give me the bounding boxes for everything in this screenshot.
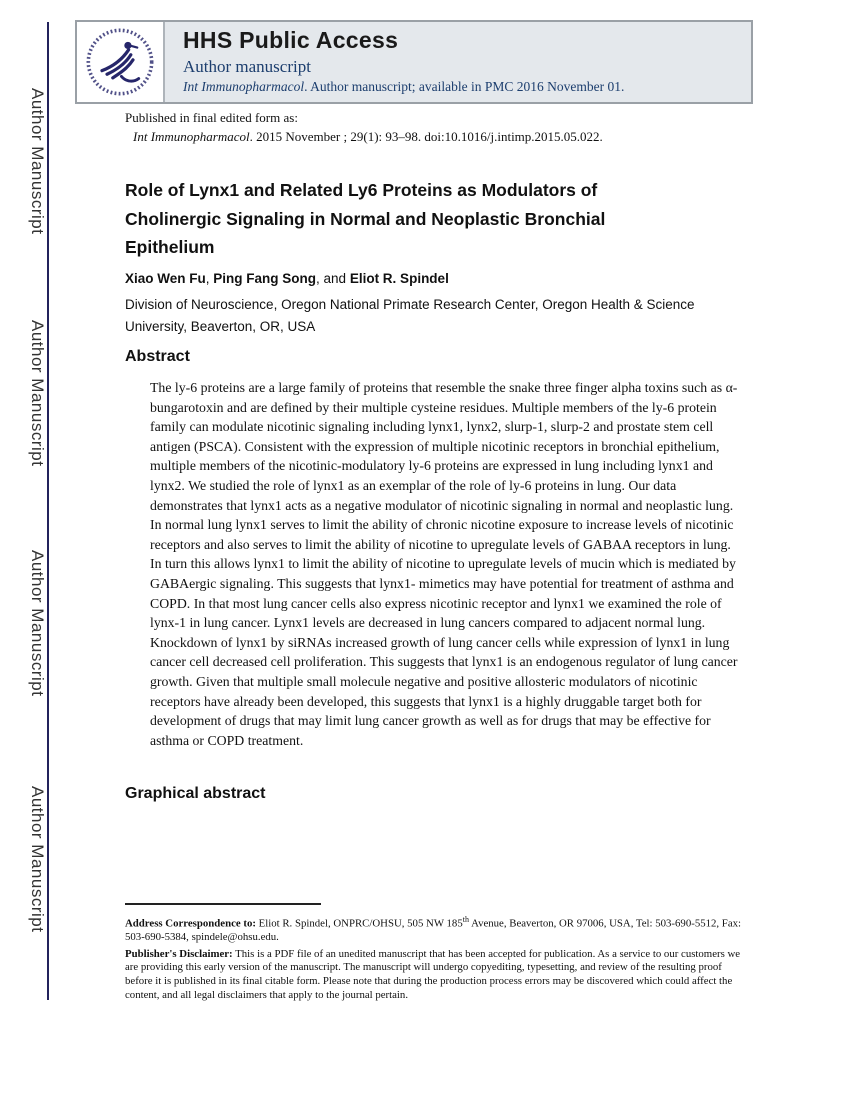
correspondence-label: Address Correspondence to: xyxy=(125,917,256,930)
author-name-3: Eliot R. Spindel xyxy=(349,271,449,286)
disclaimer-label: Publisher's Disclaimer: xyxy=(125,947,233,960)
citation-journal-name: Int Immunopharmacol xyxy=(133,129,250,144)
correspondence-superscript: th xyxy=(462,915,469,924)
hhs-logo xyxy=(77,22,165,102)
header-journal-line xyxy=(183,79,624,95)
sidebar-watermark-1: Author Manuscript xyxy=(28,88,47,235)
hhs-seal-icon xyxy=(84,26,156,98)
publisher-disclaimer xyxy=(125,948,741,1002)
author-name-1: Xiao Wen Fu xyxy=(125,271,206,286)
sidebar-watermark-4: Author Manuscript xyxy=(28,786,47,933)
sidebar-watermark-3: Author Manuscript xyxy=(28,550,47,697)
affiliation: Division of Neuroscience, Oregon National Primate Research Center, Oregon Health & Science University, Beaverton, OR, USA xyxy=(125,297,695,334)
author-separator-2: , and xyxy=(316,271,350,286)
author-separator-1: , xyxy=(205,271,214,286)
abstract-heading: Abstract xyxy=(125,348,190,365)
footnote-block xyxy=(125,903,741,1005)
header-journal-name: Int Immunopharmacol xyxy=(183,79,305,94)
article-title: Role of Lynx1 and Related Ly6 Proteins as Modulators of Cholinergic Signaling in Normal and Neoplastic Bronchial Epithelium xyxy=(125,180,606,257)
header-text-block xyxy=(165,22,624,102)
header-title: HHS Public Access xyxy=(183,27,399,53)
citation-details: . 2015 November ; 29(1): 93–98. doi:10.1016/j.intimp.2015.05.022. xyxy=(249,129,603,144)
author-name-2: Ping Fang Song xyxy=(213,271,317,286)
pmc-header xyxy=(75,20,753,104)
author-list xyxy=(125,271,449,286)
graphical-abstract-heading: Graphical abstract xyxy=(125,785,266,802)
correspondence-text-1: Eliot R. Spindel, ONPRC/OHSU, 505 NW 185 xyxy=(255,917,463,930)
correspondence-text-2: Avenue, Beaverton, OR 97006, USA, Tel: 503-690-5512, Fax: 503-690-5384, spindele@ohsu.edu. xyxy=(125,917,742,944)
citation-block xyxy=(125,110,603,145)
citation-reference xyxy=(133,129,603,145)
header-subtitle: Author manuscript xyxy=(183,57,311,76)
abstract-text: The ly-6 proteins are a large family of proteins that resemble the snake three finger alpha toxins such as α-bungarotoxin and are defined by their multiple cysteine residues. Multiple members of the ly-6 protein family can modulate nicotinic signaling including lynx1, lynx2, slurp-1, slurp-2 and prostate stem cell antigen (PSCA). Consistent with the expression of multiple nicotinic receptors in bronchial epithelium, multiple members of the nicotinic-modulatory ly-6 proteins are expressed in lung including lynx1 and lynx2. We studied the role of lynx1 as an exemplar of the role of ly-6 proteins in lung. Our data demonstrates that lynx1 acts as a negative modulator of nicotinic signaling in normal and neoplastic lung. In normal lung lynx1 serves to limit the ability of chronic nicotine exposure to increase levels of nicotinic receptors and also serves to limit the ability of nicotine to upregulate levels of GABAA receptors in lung. In turn this allows lynx1 to limit the ability of nicotine to upregulate levels of mucin which is mediated by GABAergic signaling. This suggests that lynx1- mimetics may have potential for treatment of asthma and COPD. In that most lung cancer cells also express nicotinic receptor and lynx1 we examined the role of lynx-1 in lung cancer. Lynx1 levels are decreased in lung cancers compared to adjacent normal lung. Knockdown of lynx1 by siRNAs increased growth of lung cancer cells while expression of lynx1 in lung cancer cell decreased cell proliferation. This suggests that lynx1 is an endogenous regulator of lung cancer growth. Given that multiple small molecule negative and positive allosteric modulators of nicotinic receptors have already been developed, this suggests that lynx1 is a highly druggable target both for development of drugs that may limit lung cancer growth as well as for drugs that may be effective for asthma or COPD treatment. xyxy=(150,380,738,748)
footnote-divider xyxy=(125,903,321,905)
correspondence-note xyxy=(125,913,741,945)
sidebar-watermark-2: Author Manuscript xyxy=(28,320,47,467)
citation-prefix: Published in final edited form as: xyxy=(125,110,298,125)
disclaimer-text: This is a PDF file of an unedited manuscript that has been accepted for publication. As a service to our customers we are providing this early version of the manuscript. The manuscript will undergo copyediting, typesetting, and review of the resulting proof before it is published in its final citable form. Please note that during the production process errors may be discovered which could affect the content, and all legal disclaimers that apply to the journal pertain. xyxy=(125,947,741,1001)
header-journal-availability: . Author manuscript; available in PMC 2016 November 01. xyxy=(304,79,625,94)
sidebar-divider-line xyxy=(47,22,49,1000)
